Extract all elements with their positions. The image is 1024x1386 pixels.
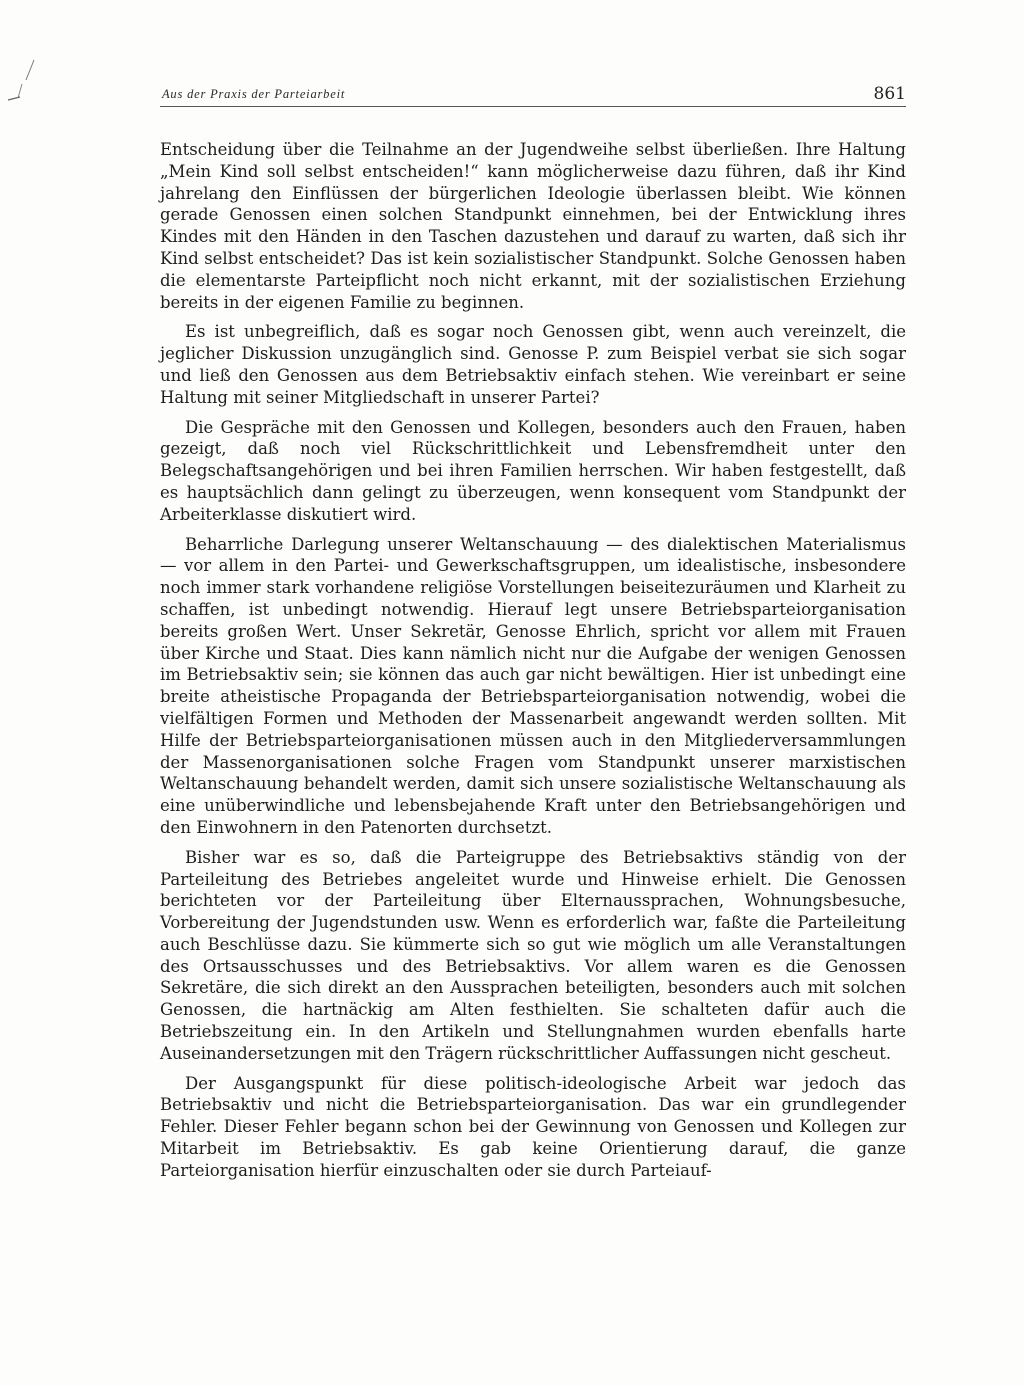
- article-body: [160, 139, 906, 1190]
- paragraph-5: Bisher war es so, daß die Parteigruppe des Betriebsaktivs ständig von der Parteileitung des Betriebes angeleitet wurde und Hinweise erhielt. Die Genossen berichteten vor der Parteileitung über Elternaussprachen, Wohnungsbesuche, Vorbereitung der Jugendstunden usw. Wenn es erforderlich war, faßte die Parteileitung auch Beschlüsse dazu. Sie kümmerte sich so gut wie möglich um alle Veranstaltungen des Ortsausschusses und des Betriebsaktivs. Vor allem waren es die Genossen Sekretäre, die sich direkt an den Aussprachen beteiligten, besonders auch mit solchen Genossen, die hartnäckig am Alten festhielten. Sie schalteten dafür auch die Betriebszeitung ein. In den Artikeln und Stellungnahmen wurden ebenfalls harte Auseinandersetzungen mit den Trägern rückschrittlicher Auffassungen nicht gescheut.: [160, 847, 906, 1063]
- paragraph-1: Entscheidung über die Teilnahme an der Jugendweihe selbst überließen. Ihre Haltung „Mein Kind soll selbst entscheiden!“ kann möglicherweise dazu führen, daß ihr Kind jahrelang den Einflüssen der bürgerlichen Ideologie überlassen bleibt. Wie können gerade Genossen einen solchen Standpunkt einnehmen, bei der Entwicklung ihres Kindes mit den Händen in den Taschen dazustehen und darauf zu warten, daß sich ihr Kind selbst entscheidet? Das ist kein sozialistischer Standpunkt. Solche Genossen haben die elementarste Parteipflicht noch nicht erkannt, mit der sozialistischen Erziehung bereits in der eigenen Familie zu beginnen.: [160, 140, 906, 312]
- paragraph-6: Der Ausgangspunkt für diese politisch-ideologische Arbeit war jedoch das Betriebsaktiv und nicht die Betriebsparteiorganisation. Das war ein grundlegender Fehler. Dieser Fehler begann schon bei der Gewinnung von Genossen und Kollegen zur Mitarbeit im Betriebsaktiv. Es gab keine Orientierung darauf, die ganze Parteiorganisation hierfür einzuschalten oder sie durch Parteiauf-: [160, 1073, 906, 1180]
- paragraph-3: Die Gespräche mit den Genossen und Kollegen, besonders auch den Frauen, haben gezeigt, daß noch viel Rückschrittlichkeit und Lebensfremdheit unter den Belegschaftsangehörigen und bei ihren Familien herrschen. Wir haben festgestellt, daß es hauptsächlich dann gelingt zu überzeugen, wenn konsequent vom Standpunkt der Arbeiterklasse diskutiert wird.: [160, 417, 906, 524]
- paragraph-2: Es ist unbegreiflich, daß es sogar noch Genossen gibt, wenn auch vereinzelt, die jeglicher Diskussion unzugänglich sind. Genosse P. zum Beispiel verbat sie sich sogar und ließ den Genossen aus dem Betriebsaktiv einfach stehen. Wie vereinbart er seine Haltung mit seiner Mitgliedschaft in unserer Partei?: [160, 322, 906, 407]
- page-number: 861: [873, 84, 906, 104]
- pencil-mark-icon: [6, 58, 38, 108]
- running-header: [160, 84, 906, 107]
- paragraph-4: Beharrliche Darlegung unserer Weltanschauung — des dialektischen Materialismus — vor allem in den Partei- und Gewerkschaftsgruppen, um idealistische, insbesondere noch immer stark vorhandene religiöse Vorstellungen beiseitezuräumen und Klarheit zu schaffen, ist unbedingt notwendig. Hierauf legt unsere Betriebsparteiorganisation bereits großen Wert. Unser Sekretär, Genosse Ehrlich, spricht vor allem mit Frauen über Kirche und Staat. Dies kann nämlich nicht nur die Aufgabe der wenigen Genossen im Betriebsaktiv sein; sie können das auch gar nicht bewältigen. Hier ist unbedingt eine breite atheistische Propaganda der Betriebsparteiorganisation notwendig, wobei die vielfältigen Formen und Methoden der Massenarbeit angewandt werden sollten. Mit Hilfe der Betriebsparteiorganisationen müssen auch in den Mitgliederversammlungen der Massenorganisationen solche Fragen vom Standpunkt unserer marxistischen Weltanschauung behandelt werden, damit sich unsere sozialistische Weltanschauung als eine unüberwindliche und lebensbejahende Kraft unter den Betriebsangehörigen und den Einwohnern in den Patenorten durchsetzt.: [160, 534, 906, 837]
- running-title: Aus der Praxis der Parteiarbeit: [162, 87, 346, 101]
